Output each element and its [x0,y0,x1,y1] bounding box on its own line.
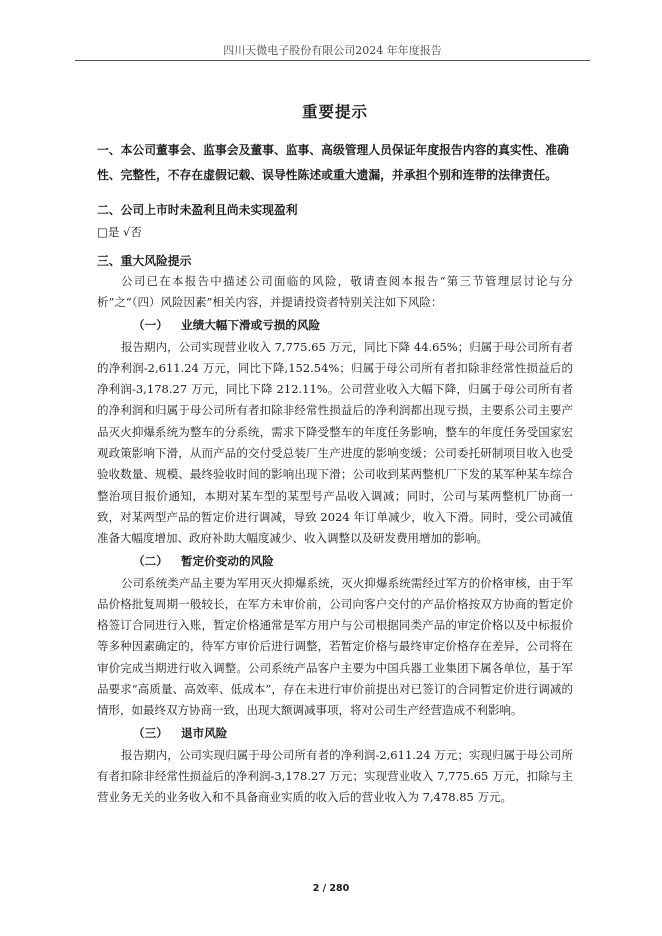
risk-2-text: 公司系统类产品主要为军用灭火抑爆系统，灭火抑爆系统需经过军方的价格审核，由于军品价格批复周期一般较长，在军方未审价前，公司向客户交付的产品价格按双方协商的暂定价格签订合同进行入账，暂定价格通常是军方用户与公司根据同类产品的审定价格以及中标报价等多种因素确定的，待军方审价后进行调整，若暂定价格与最终审定价格存在差异，公司将在审价完成当期进行收入调整。公司系统产品客户主要为中国兵器工业集团下属各单位，基于军品要求“高质量、高效率、低成本”，存在未进行审价前提出对已签订的合同暂定价进行调减的情形，如最终双方协商一致，出现大额调减事项，将对公司生产经营造成不利影响。 [97,575,573,718]
section-2-title: 二、公司上市时未盈利且尚未实现盈利 [97,203,298,217]
risk-2-title [97,550,573,573]
section-3-title: 三、重大风险提示 [97,254,192,268]
risk-2-number: （二） [133,553,168,568]
risk-1-heading: 业绩大幅下滑或亏损的风险 [181,317,321,332]
risk-3-title [97,722,573,745]
header-divider [75,60,590,61]
assurance-statement: 一、本公司董事会、监事会及董事、监事、高级管理人员保证年度报告内容的真实性、准确性、完整性，不存在虚假记载、误导性陈述或重大遗漏，并承担个别和连带的法律责任。 [97,143,569,182]
risk-3-number: （三） [133,725,168,740]
risk-1-text: 报告期内，公司实现营业收入 7,775.65 万元，同比下降 44.65%；归属于母公司所有者的净利润-2,611.24 万元，同比下降,152.54%；归属于母公司所有者扣除非经常性损益后的净利润-3,178.27 万元，同比下降 212.11%。公司营业收入大幅下降，归属于母公司所有者的净利润和归属于母公司所有者扣除非经常性损益后的净利润都出现亏损，主要系公司主要产品灭火抑爆系统为整车的分系统，需求下降受整车的年度任务影响，整车的年度任务受国家宏观政策影响下滑，从而产品的交付受总装厂生产进度的影响变缓；公司委托研制项目收入也受验收数量、规模、最终验收时间的影响出现下滑；公司收到某两整机厂下发的某军种某车综合整治项目报价通知，本期对某车型的某型号产品收入调减；同时，公司与某两整机厂协商一致，对某两型产品的暂定价进行调减，导致 2024 年订单减少，收入下滑。同时，受公司减值准备大幅度增加、政府补助大幅度减少、收入调整以及研发费用增加的影响。 [97,339,573,546]
page-body [97,100,573,809]
risk-3-text: 报告期内，公司实现归属于母公司所有者的净利润-2,611.24 万元；实现归属于母公司所有者扣除非经常性损益后的净利润-3,178.27 万元；实现营业收入 7,775.65 万元，扣除与主营业务无关的业务收入和不具备商业实质的收入后的营业收入为 7,478.85 万元。 [97,747,573,805]
running-header: 四川天微电子股份有限公司2024 年年度报告 [223,44,442,57]
page-title: 重要提示 [301,103,368,121]
risk-1-number: （一） [133,317,168,332]
page-number: 2 / 280 [312,883,350,894]
profit-status-choice: □是 √否 [97,225,142,239]
risk-1-title [97,314,573,337]
risk-3-heading: 退市风险 [181,725,228,740]
risk-2-heading: 暂定价变动的风险 [181,553,274,568]
risk-intro: 公司已在本报告中描述公司面临的风险，敬请查阅本报告“第三节管理层讨论与分析”之“（四）风险因素”相关内容，并提请投资者特别关注如下风险： [97,274,573,310]
